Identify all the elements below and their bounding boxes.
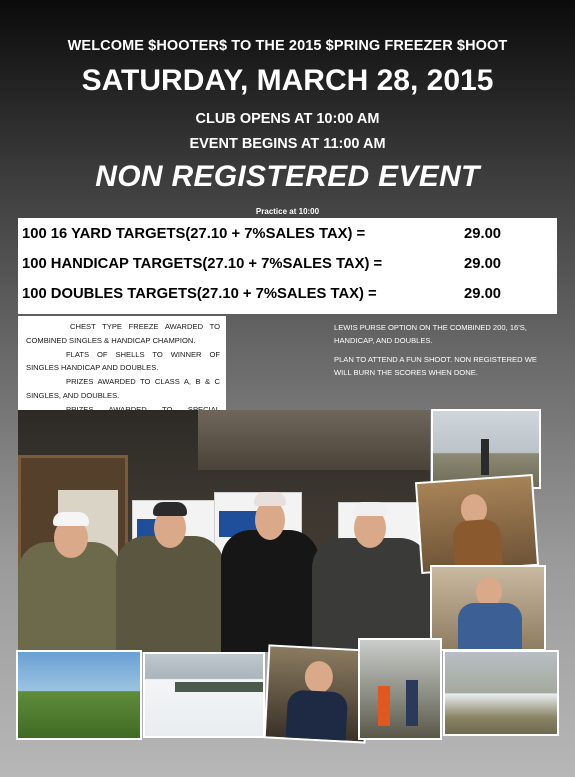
person bbox=[221, 492, 319, 652]
note-item: LEWIS PURSE OPTION ON THE COMBINED 200, 16'S, HANDICAP, AND DOUBLES. bbox=[334, 323, 527, 345]
price-row-value: 29.00 bbox=[464, 226, 502, 242]
price-list bbox=[18, 218, 557, 314]
photo-man-with-trophy bbox=[415, 474, 539, 574]
note-item: PLAN TO ATTEND A FUN SHOOT. NON REGISTERED WE WILL BURN THE SCORES WHEN DONE. bbox=[334, 355, 537, 377]
award-item: FLATS OF SHELLS TO WINNER OF SINGLES HANDICAP AND DOUBLES. bbox=[26, 349, 220, 373]
price-row-label: 100 DOUBLES TARGETS(27.10 + 7%SALES TAX) = bbox=[22, 286, 377, 302]
photo-medal-winner bbox=[264, 644, 371, 743]
award-item: CHEST TYPE FREEZE AWARDED TO COMBINED SINGLES & HANDICAP CHAMPION. bbox=[26, 322, 220, 345]
price-row-label: 100 16 YARD TARGETS(27.10 + 7%SALES TAX) = bbox=[22, 226, 366, 242]
person bbox=[116, 502, 224, 652]
group-photo bbox=[18, 410, 430, 652]
person bbox=[18, 512, 122, 652]
club-opens-time: CLUB OPENS AT 10:00 AM bbox=[195, 111, 380, 127]
event-begins-time: EVENT BEGINS AT 11:00 AM bbox=[189, 136, 386, 152]
price-row-label: 100 HANDICAP TARGETS(27.10 + 7%SALES TAX) = bbox=[22, 256, 383, 272]
photo-shooters-trees bbox=[358, 638, 442, 740]
non-registered-title: NON REGISTERED EVENT bbox=[95, 160, 480, 193]
welcome-heading: WELCOME $HOOTER$ TO THE 2015 $PRING FREEZER $HOOT bbox=[67, 38, 508, 54]
event-date: SATURDAY, MARCH 28, 2015 bbox=[81, 64, 494, 97]
photo-snow-field bbox=[143, 652, 265, 738]
event-notes bbox=[334, 322, 556, 386]
photo-range-snow bbox=[443, 650, 559, 736]
person bbox=[312, 502, 430, 652]
photo-man-with-medals bbox=[430, 565, 546, 651]
price-row-value: 29.00 bbox=[464, 256, 502, 272]
price-row-value: 29.00 bbox=[464, 286, 502, 302]
practice-note: Practice at 10:00 bbox=[255, 207, 320, 216]
photo-park-path bbox=[16, 650, 142, 740]
award-item: PRIZES AWARDED TO CLASS A, B & C SINGLES, AND DOUBLES. bbox=[26, 377, 220, 400]
